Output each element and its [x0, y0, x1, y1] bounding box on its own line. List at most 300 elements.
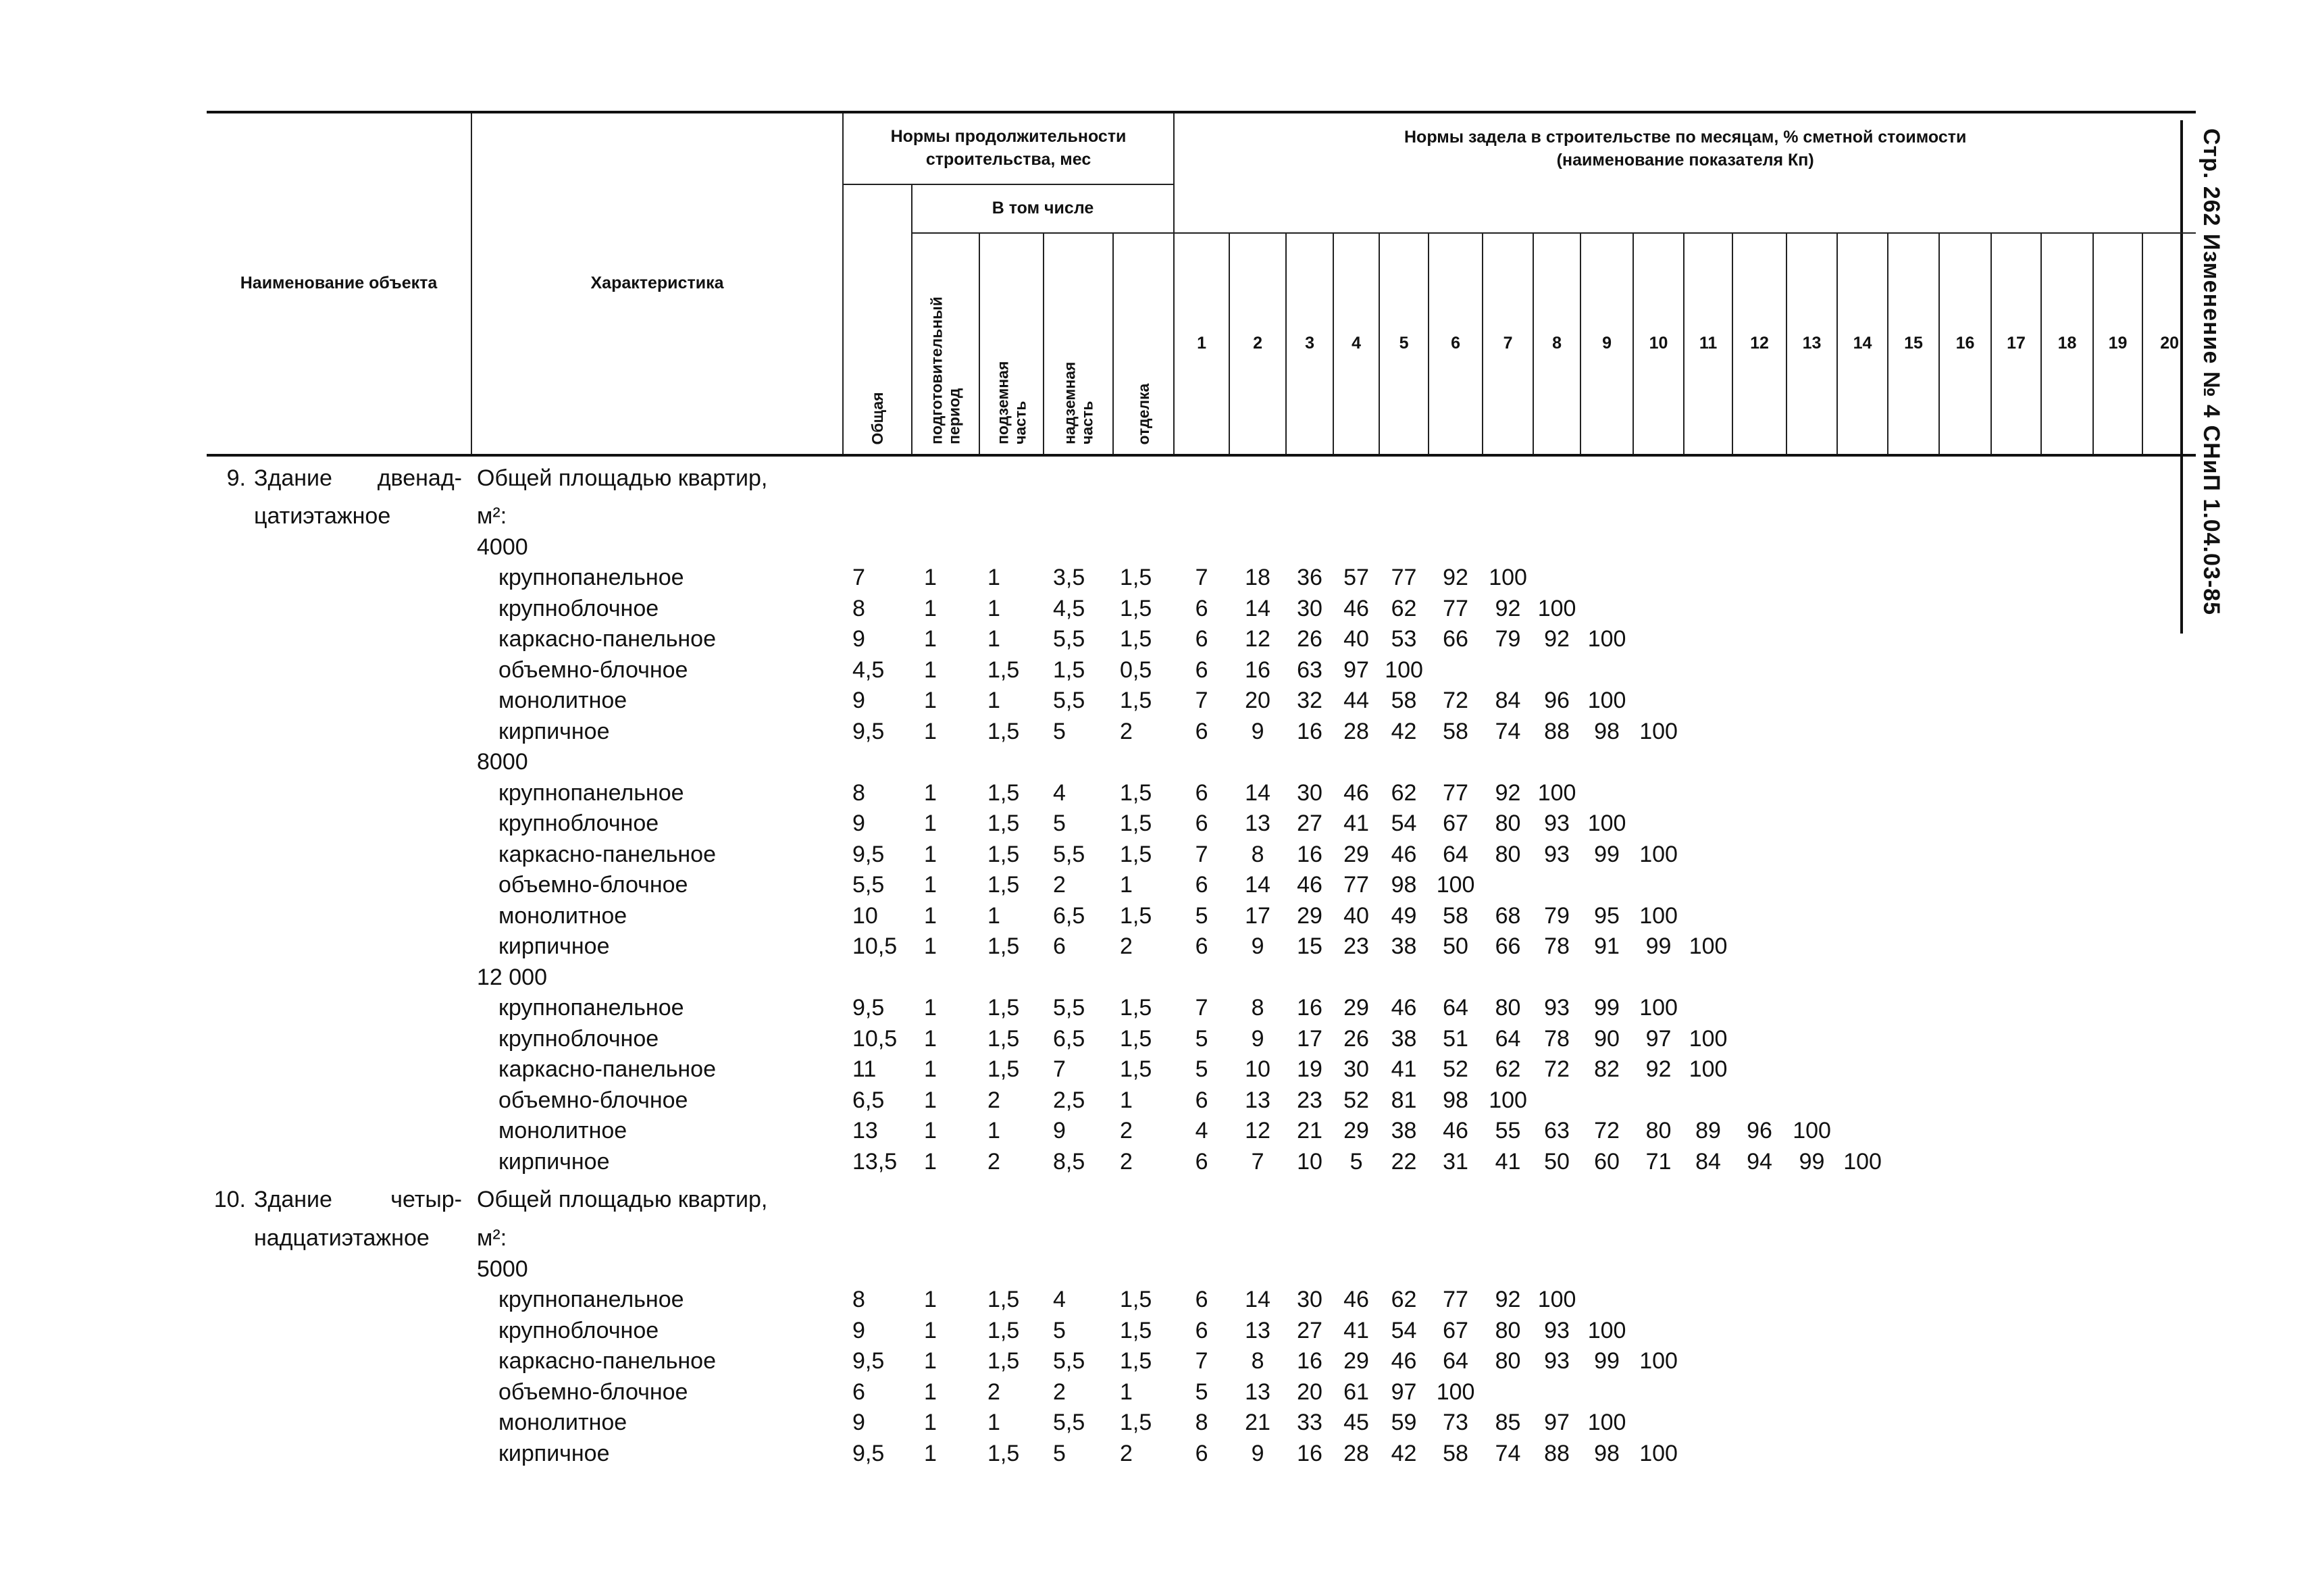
month-value	[1888, 840, 1939, 871]
month-value	[2142, 870, 2196, 901]
month-value: 17	[1245, 902, 1270, 929]
month-value: 77	[1443, 779, 1468, 806]
area-row	[207, 532, 2196, 563]
duration-prep: 1	[924, 626, 937, 652]
month-value: 80	[1495, 1348, 1521, 1374]
month-value	[1888, 870, 1939, 901]
month-value	[1786, 1054, 1837, 1085]
duration-prep: 1	[924, 1087, 937, 1113]
month-value	[2093, 778, 2142, 809]
month-value	[2041, 594, 2093, 625]
duration-finishing: 1,5	[1120, 810, 1152, 836]
spacer	[207, 655, 471, 686]
month-value: 46	[1391, 841, 1417, 867]
month-value	[1732, 1316, 1786, 1347]
month-value: 33	[1297, 1410, 1322, 1435]
month-value	[1837, 778, 1888, 809]
construction-type: кирпичное	[498, 718, 610, 744]
month-value: 8	[1195, 1410, 1208, 1435]
month-value	[1888, 594, 1939, 625]
month-value: 97	[1391, 1379, 1417, 1405]
month-value	[2142, 717, 2196, 748]
month-value	[2142, 1024, 2196, 1055]
month-value	[1991, 594, 2041, 625]
month-value	[1939, 1024, 1991, 1055]
month-value	[1991, 840, 2041, 871]
month-value	[1786, 840, 1837, 871]
month-value	[2142, 1085, 2196, 1116]
month-value	[2093, 1439, 2142, 1470]
month-value	[1888, 686, 1939, 717]
month-value: 100	[1587, 810, 1626, 836]
month-value	[1888, 1408, 1939, 1439]
month-value	[2093, 624, 2142, 655]
duration-underground: 1,5	[987, 718, 1020, 744]
month-value: 80	[1645, 1118, 1672, 1143]
month-value: 99	[1645, 933, 1672, 959]
duration-prep: 1	[924, 1118, 937, 1143]
area-row	[207, 1254, 2196, 1285]
month-value: 40	[1343, 626, 1369, 652]
month-value	[2041, 1285, 2093, 1316]
month-value	[1684, 686, 1732, 717]
duration-aboveground: 4	[1053, 1287, 1066, 1312]
month-value	[1888, 655, 1939, 686]
table-row	[207, 1085, 2196, 1116]
month-value: 7	[1195, 688, 1208, 713]
duration-aboveground: 6	[1053, 933, 1066, 959]
header-month-16: 16	[1939, 233, 1991, 455]
month-value: 5	[1195, 902, 1208, 929]
month-value	[1786, 1408, 1837, 1439]
month-value	[2093, 993, 2142, 1024]
month-value: 72	[1544, 1056, 1570, 1082]
month-value: 49	[1391, 902, 1417, 929]
duration-prep: 1	[924, 841, 937, 867]
header-aboveground: надземная часть	[1044, 233, 1113, 455]
duration-total: 9	[852, 1410, 865, 1435]
month-value	[1837, 563, 1888, 594]
month-value: 23	[1297, 1087, 1322, 1113]
month-value: 6	[1195, 779, 1208, 806]
month-value	[2142, 1377, 2196, 1408]
duration-total: 4,5	[852, 657, 885, 683]
month-value	[1939, 1316, 1991, 1347]
month-value	[1939, 1408, 1991, 1439]
object-title-row	[207, 455, 2196, 501]
month-value	[2142, 993, 2196, 1024]
month-value: 46	[1343, 595, 1369, 621]
month-value: 20	[1297, 1379, 1322, 1405]
month-value: 97	[1645, 1025, 1672, 1052]
header-month-6: 6	[1429, 233, 1483, 455]
month-value	[1732, 655, 1786, 686]
table-row	[207, 1285, 2196, 1316]
spacer	[207, 1439, 471, 1470]
month-value: 10	[1297, 1148, 1322, 1175]
duration-total: 6,5	[852, 1087, 885, 1113]
table-row	[207, 1346, 2196, 1377]
month-value: 100	[1537, 595, 1576, 621]
month-value: 6	[1195, 1440, 1208, 1466]
month-value: 68	[1495, 902, 1521, 929]
duration-aboveground: 5	[1053, 1440, 1066, 1466]
month-value: 30	[1297, 595, 1322, 621]
month-value: 16	[1297, 995, 1322, 1021]
duration-finishing: 1,5	[1120, 1348, 1152, 1374]
month-value	[1786, 1024, 1837, 1055]
spacer	[207, 1116, 471, 1147]
month-value	[1837, 1054, 1888, 1085]
month-value: 38	[1391, 1118, 1417, 1143]
month-value: 100	[1537, 779, 1576, 806]
header-month-17: 17	[1991, 233, 2041, 455]
duration-underground: 1	[987, 595, 1000, 621]
month-value: 31	[1443, 1148, 1468, 1175]
duration-prep: 1	[924, 718, 937, 744]
duration-prep: 1	[924, 1287, 937, 1312]
month-value: 14	[1245, 1287, 1270, 1312]
month-value	[1939, 840, 1991, 871]
month-value: 80	[1495, 1317, 1521, 1343]
month-value: 18	[1245, 565, 1270, 590]
month-value	[1732, 1346, 1786, 1377]
month-value: 7	[1195, 841, 1208, 867]
duration-prep: 1	[924, 902, 937, 929]
month-value: 100	[1436, 872, 1475, 898]
month-value: 16	[1297, 841, 1322, 867]
area-label: 8000	[477, 749, 528, 775]
month-value	[2093, 840, 2142, 871]
month-value	[1991, 624, 2041, 655]
header-month-15: 15	[1888, 233, 1939, 455]
month-value: 46	[1343, 1287, 1369, 1312]
spacer	[207, 1254, 471, 1285]
object-number: 9.	[226, 465, 246, 492]
month-value	[1732, 808, 1786, 840]
duration-underground: 1,5	[987, 1287, 1020, 1312]
header-month-4: 4	[1333, 233, 1379, 455]
month-value: 6	[1195, 933, 1208, 959]
month-value	[2093, 1316, 2142, 1347]
month-value: 30	[1297, 1287, 1322, 1312]
month-value: 80	[1495, 995, 1521, 1021]
month-value	[2093, 1024, 2142, 1055]
month-value: 81	[1391, 1087, 1417, 1113]
duration-finishing: 1,5	[1120, 1287, 1152, 1312]
month-value	[1888, 1285, 1939, 1316]
spacer	[207, 1024, 471, 1055]
month-value	[1633, 1377, 1684, 1408]
month-value	[1732, 686, 1786, 717]
month-value	[1732, 624, 1786, 655]
month-value	[1684, 717, 1732, 748]
table-row	[207, 686, 2196, 717]
object-name-line1	[207, 455, 471, 501]
month-value: 9	[1251, 1025, 1264, 1052]
month-value	[1580, 1085, 1633, 1116]
month-value: 99	[1799, 1148, 1825, 1175]
month-value	[2142, 1439, 2196, 1470]
duration-total: 10,5	[852, 1025, 898, 1052]
month-value	[2041, 1439, 2093, 1470]
month-value: 50	[1544, 1148, 1570, 1175]
month-value: 66	[1495, 933, 1521, 959]
month-value: 77	[1443, 595, 1468, 621]
duration-aboveground: 5,5	[1053, 841, 1085, 867]
month-value: 62	[1391, 1287, 1417, 1312]
month-value: 92	[1645, 1056, 1672, 1082]
month-value: 80	[1495, 841, 1521, 867]
month-value: 36	[1297, 565, 1322, 590]
month-value: 51	[1443, 1025, 1468, 1052]
duration-finishing: 1,5	[1120, 1025, 1152, 1052]
duration-total: 13,5	[852, 1148, 898, 1175]
table-row	[207, 1408, 2196, 1439]
month-value	[1732, 1024, 1786, 1055]
month-value	[1732, 563, 1786, 594]
month-value	[1991, 1285, 2041, 1316]
month-value: 22	[1391, 1148, 1417, 1175]
duration-aboveground: 7	[1053, 1056, 1066, 1082]
month-value	[1991, 993, 2041, 1024]
duration-total: 6	[852, 1379, 865, 1405]
construction-type: объемно-блочное	[498, 872, 688, 898]
month-value: 100	[1489, 565, 1527, 590]
month-value	[1684, 1346, 1732, 1377]
duration-underground: 1,5	[987, 657, 1020, 683]
month-value	[2142, 808, 2196, 840]
month-value	[2093, 901, 2142, 932]
month-value: 93	[1544, 995, 1570, 1021]
month-value: 28	[1343, 718, 1369, 744]
duration-aboveground: 6,5	[1053, 902, 1085, 929]
month-value: 63	[1297, 657, 1322, 683]
norms-table	[207, 111, 2196, 1469]
month-value	[1580, 594, 1633, 625]
table-row	[207, 993, 2196, 1024]
duration-aboveground: 5,5	[1053, 1348, 1085, 1374]
month-value: 99	[1594, 841, 1620, 867]
month-value	[1786, 1377, 1837, 1408]
month-value: 64	[1443, 1348, 1468, 1374]
duration-prep: 1	[924, 688, 937, 713]
month-value	[1580, 1285, 1633, 1316]
month-value: 74	[1495, 718, 1521, 744]
duration-underground: 1	[987, 565, 1000, 590]
construction-type: крупноблочное	[498, 810, 659, 836]
month-value: 88	[1544, 718, 1570, 744]
month-value	[1786, 931, 1837, 962]
duration-aboveground: 6,5	[1053, 1025, 1085, 1052]
duration-underground: 1,5	[987, 933, 1020, 959]
spacer	[207, 901, 471, 932]
month-value: 27	[1297, 810, 1322, 836]
month-value	[1837, 993, 1888, 1024]
table-header	[207, 112, 2196, 455]
month-value: 21	[1245, 1410, 1270, 1435]
header-month-13: 13	[1786, 233, 1837, 455]
month-value: 77	[1343, 872, 1369, 898]
table-row	[207, 901, 2196, 932]
duration-finishing: 1	[1120, 1379, 1133, 1405]
month-value	[2142, 1147, 2196, 1178]
duration-prep: 1	[924, 1440, 937, 1466]
month-value: 6	[1195, 595, 1208, 621]
month-value	[1939, 1377, 1991, 1408]
month-value: 100	[1385, 657, 1423, 683]
month-value: 54	[1391, 810, 1417, 836]
table-row	[207, 931, 2196, 962]
month-value: 16	[1297, 1440, 1322, 1466]
duration-underground: 1,5	[987, 1348, 1020, 1374]
duration-aboveground: 5,5	[1053, 1410, 1085, 1435]
duration-total: 5,5	[852, 872, 885, 898]
month-value	[2093, 1408, 2142, 1439]
month-value	[1786, 993, 1837, 1024]
header-month-20: 20	[2142, 233, 2196, 455]
month-value	[1684, 1316, 1732, 1347]
month-value: 4	[1195, 1118, 1208, 1143]
table-row	[207, 870, 2196, 901]
month-value	[2041, 931, 2093, 962]
month-value: 66	[1443, 626, 1468, 652]
duration-finishing: 1	[1120, 872, 1133, 898]
duration-prep: 1	[924, 810, 937, 836]
month-value	[1888, 901, 1939, 932]
construction-type: крупноблочное	[498, 1025, 659, 1052]
month-value	[1888, 1054, 1939, 1085]
table-row	[207, 1377, 2196, 1408]
object-name-word: Здание	[254, 1187, 332, 1213]
spacer	[207, 808, 471, 840]
duration-underground: 1	[987, 688, 1000, 713]
month-value	[1939, 1085, 1991, 1116]
construction-type: крупнопанельное	[498, 779, 684, 806]
month-value	[1684, 993, 1732, 1024]
month-value: 58	[1391, 688, 1417, 713]
month-value: 16	[1297, 1348, 1322, 1374]
month-value	[1939, 901, 1991, 932]
month-value: 46	[1391, 1348, 1417, 1374]
month-value: 100	[1436, 1379, 1475, 1405]
spacer	[207, 1054, 471, 1085]
month-value	[1483, 870, 1533, 901]
duration-total: 13	[852, 1118, 878, 1143]
month-value	[1837, 1116, 1888, 1147]
month-value	[1837, 717, 1888, 748]
month-value: 29	[1343, 1118, 1369, 1143]
month-value	[1991, 778, 2041, 809]
area-label: 4000	[477, 534, 528, 560]
duration-total: 9,5	[852, 995, 885, 1021]
month-value	[2093, 1346, 2142, 1377]
month-value	[1837, 1346, 1888, 1377]
month-value	[1837, 1024, 1888, 1055]
month-value: 97	[1343, 657, 1369, 683]
month-value	[1991, 686, 2041, 717]
month-value: 8	[1251, 1348, 1264, 1374]
duration-finishing: 2	[1120, 718, 1133, 744]
duration-finishing: 1	[1120, 1087, 1133, 1113]
month-value	[1684, 1285, 1732, 1316]
month-value: 7	[1195, 565, 1208, 590]
table-body	[207, 455, 2196, 1469]
month-value	[2142, 686, 2196, 717]
month-value	[1732, 901, 1786, 932]
characteristic-unit: м²:	[477, 1225, 507, 1251]
month-value: 97	[1544, 1410, 1570, 1435]
month-value	[1533, 563, 1580, 594]
month-value	[1991, 870, 2041, 901]
duration-aboveground: 5,5	[1053, 688, 1085, 713]
month-value	[1888, 624, 1939, 655]
month-value	[2041, 808, 2093, 840]
duration-finishing: 0,5	[1120, 657, 1152, 683]
month-value	[1786, 655, 1837, 686]
table-row	[207, 563, 2196, 594]
month-value	[2041, 1377, 2093, 1408]
month-value	[1888, 778, 1939, 809]
duration-underground: 1,5	[987, 995, 1020, 1021]
month-value	[1939, 1147, 1991, 1178]
month-value: 59	[1391, 1410, 1417, 1435]
month-value	[1684, 1408, 1732, 1439]
month-value: 16	[1297, 718, 1322, 744]
duration-prep: 1	[924, 779, 937, 806]
month-value	[1991, 1408, 2041, 1439]
month-value: 100	[1537, 1287, 1576, 1312]
month-value	[1837, 870, 1888, 901]
construction-type: каркасно-панельное	[498, 1348, 717, 1374]
month-value	[1991, 1147, 2041, 1178]
month-value	[1786, 1439, 1837, 1470]
month-value	[1684, 778, 1732, 809]
month-value: 62	[1391, 779, 1417, 806]
month-value: 98	[1594, 718, 1620, 744]
month-value	[2041, 993, 2093, 1024]
duration-finishing: 1,5	[1120, 1056, 1152, 1082]
month-value: 100	[1587, 1317, 1626, 1343]
spacer	[207, 624, 471, 655]
month-value: 100	[1639, 1440, 1678, 1466]
month-value	[1939, 655, 1991, 686]
month-value	[1483, 655, 1533, 686]
month-value	[1991, 1024, 2041, 1055]
month-value	[2041, 1024, 2093, 1055]
month-value: 95	[1594, 902, 1620, 929]
construction-type: кирпичное	[498, 1440, 610, 1466]
duration-aboveground: 2	[1053, 872, 1066, 898]
header-month-3: 3	[1286, 233, 1333, 455]
month-value	[2142, 624, 2196, 655]
month-value	[1888, 1439, 1939, 1470]
month-value: 88	[1544, 1440, 1570, 1466]
month-value	[1684, 1377, 1732, 1408]
month-value	[1939, 1439, 1991, 1470]
month-value	[1939, 686, 1991, 717]
month-value: 57	[1343, 565, 1369, 590]
month-value: 5	[1195, 1056, 1208, 1082]
month-value	[1580, 1377, 1633, 1408]
month-value: 100	[1639, 1348, 1678, 1374]
month-value: 6	[1195, 810, 1208, 836]
month-value: 13	[1245, 1379, 1270, 1405]
month-value: 5	[1349, 1148, 1363, 1175]
characteristic-title: Общей площадью квартир,	[477, 465, 768, 492]
duration-finishing: 1,5	[1120, 1410, 1152, 1435]
month-value	[1939, 594, 1991, 625]
